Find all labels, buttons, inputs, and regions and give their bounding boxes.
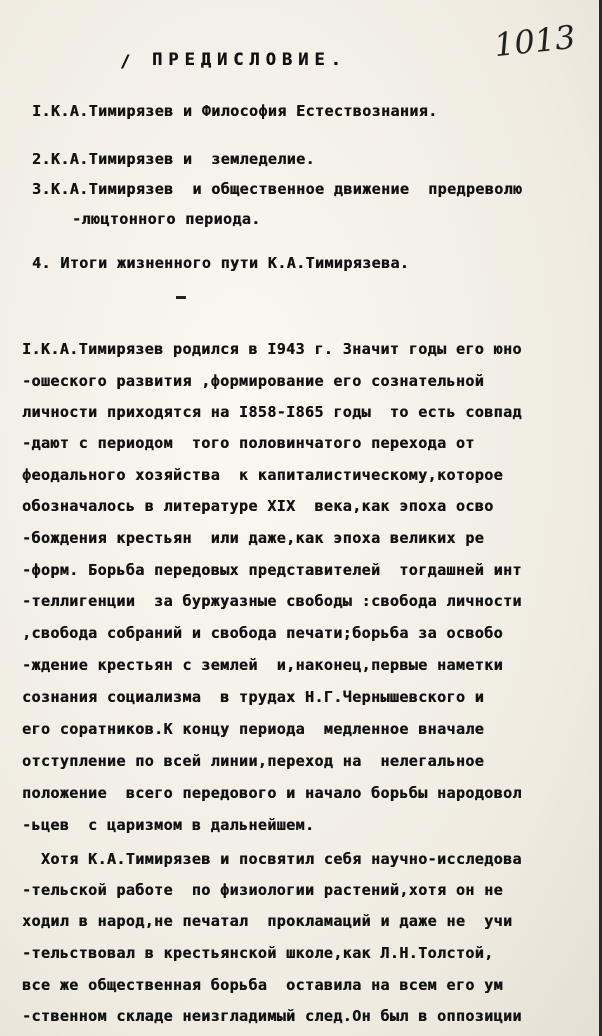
page-title: ПРЕДИСЛОВИЕ. <box>152 50 347 70</box>
body-line: I.К.А.Тимирязев родился в I943 г. Значит годы его юно <box>22 340 522 358</box>
body-line: отступление по всей линии,переход на нелегальное <box>22 752 485 770</box>
body-line: его соратников.К концу периода медленное вначале <box>22 720 485 738</box>
body-line: личности приходятся на I858-I865 годы то есть совпад <box>22 403 522 421</box>
slash-mark: / <box>120 52 131 72</box>
body-line: Хотя К.А.Тимирязев и посвятил себя научно-исследова <box>22 850 522 868</box>
body-line: обозначалось в литературе XIX века,как эпоха осво <box>22 497 494 515</box>
body-line: ,свобода собраний и свобода печати;борьба за освобо <box>22 624 503 642</box>
body-line: -форм. Борьба передовых представителей тогдашней инт <box>22 561 522 579</box>
page-number: 1013 <box>492 17 578 65</box>
toc-item-2: 2.К.А.Тимирязев и земледелие. <box>32 150 315 168</box>
body-line: -тельствовал в крестьянской школе,как Л.Н.Толстой, <box>22 944 494 962</box>
body-line: ходил в народ,не печатал прокламаций и даже не учи <box>22 912 513 930</box>
body-line: -ждение крестьян с землей и,наконец,первые наметки <box>22 656 503 674</box>
separator-mark <box>176 296 186 299</box>
body-line: все же общественная борьба оставила на всем его ум <box>22 976 503 994</box>
body-line: -ьцев с царизмом в дальнейшем. <box>22 816 315 834</box>
toc-item-1: I.К.А.Тимирязев и Философия Естествознания. <box>32 102 438 120</box>
body-line: -бождения крестьян или даже,как эпоха великих ре <box>22 529 485 547</box>
body-line: феодального хозяйства к капиталистическому,которое <box>22 466 503 484</box>
corner-mark <box>581 0 595 10</box>
toc-item-4: 4. Итоги жизненного пути К.А.Тимирязева. <box>32 254 410 272</box>
body-line: -теллигенции за буржуазные свободы :свобода личности <box>22 592 522 610</box>
body-line: -ственном складе неизгладимый след.Он был в оппозиции <box>22 1007 522 1025</box>
body-line: положение всего передового и начало борьбы народовол <box>22 784 522 802</box>
body-line: -тельской работе по физиологии растений,хотя он не <box>22 881 503 899</box>
body-line: -дают с периодом того половинчатого перехода от <box>22 434 475 452</box>
toc-item-3: 3.К.А.Тимирязев и общественное движение предреволю <box>32 180 523 198</box>
body-line: сознания социализма в трудах Н.Г.Чернышевского и <box>22 688 485 706</box>
toc-item-3-continued: -люцтонного периода. <box>72 210 261 228</box>
body-line: -ошеского развития ,формирование его сознательной <box>22 372 485 390</box>
